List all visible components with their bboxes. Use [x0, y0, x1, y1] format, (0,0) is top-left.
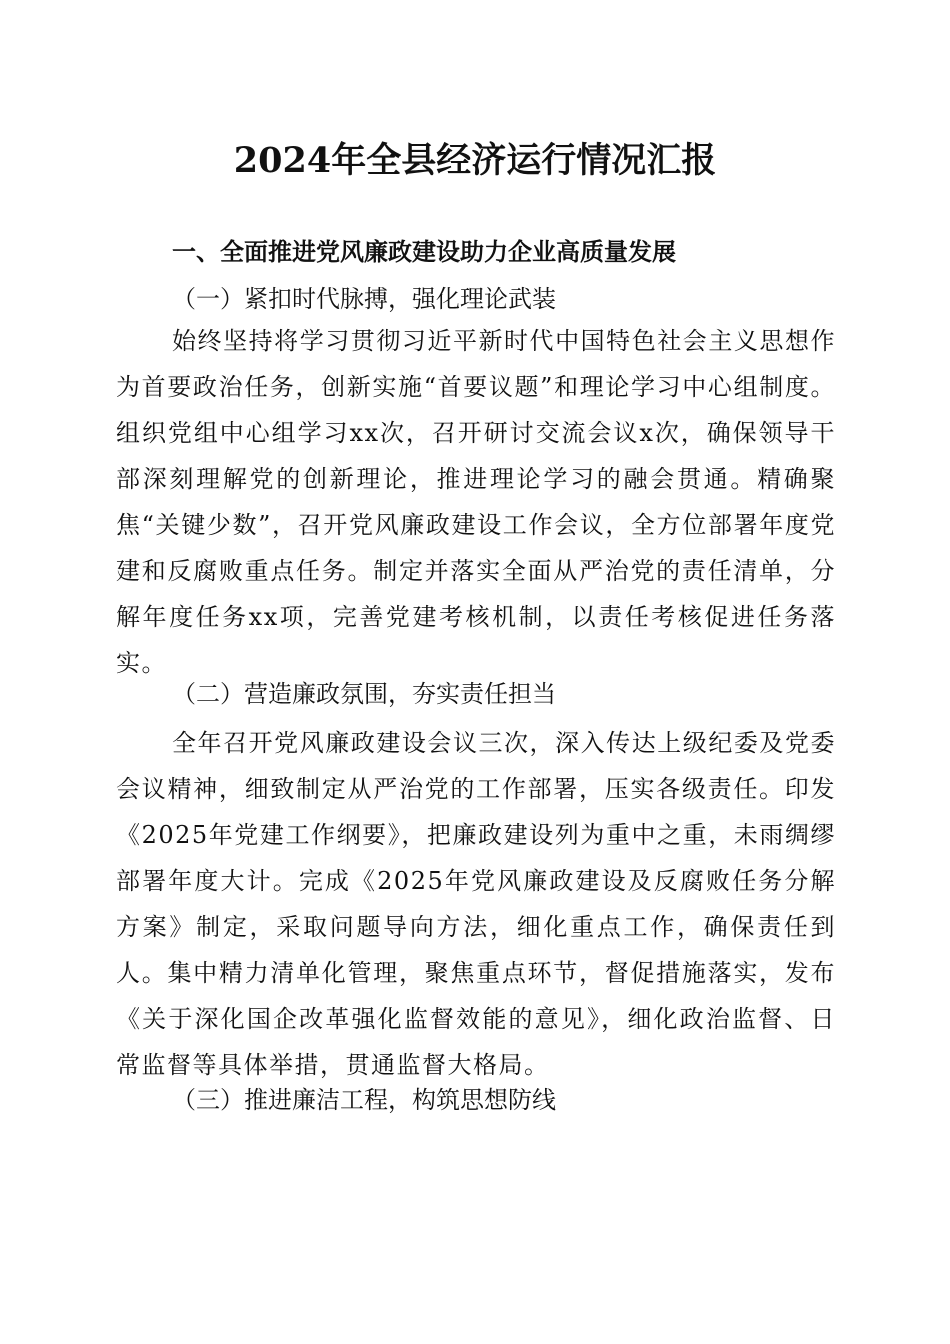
subsection-heading-2: （二）营造廉政氛围，夯实责任担当 [172, 680, 556, 708]
subsection-heading-1: （一）紧扣时代脉搏，强化理论武装 [172, 285, 556, 313]
document-title: 2024年全县经济运行情况汇报 [233, 140, 717, 181]
paragraph-1: 始终坚持将学习贯彻习近平新时代中国特色社会主义思想作为首要政治任务，创新实施“首要议题”和理论学习中心组制度。组织党组中心组学习xx次，召开研讨交流会议x次，确保领导干部深刻理解党的创新理论，推进理论学习的融会贯通。精确聚焦“关键少数”，召开党风廉政建设工作会议，全方位部署年度党建和反腐败重点任务。制定并落实全面从严治党的责任清单，分解年度任务xx项，完善党建考核机制，以责任考核促进任务落实。 [116, 327, 836, 677]
paragraph-2: 全年召开党风廉政建设会议三次，深入传达上级纪委及党委会议精神，细致制定从严治党的工作部署，压实各级责任。印发《2025年党建工作纲要》，把廉政建设列为重中之重，未雨绸缪部署年度大计。完成《2025年党风廉政建设及反腐败任务分解方案》制定，采取问题导向方法，细化重点工作，确保责任到人。集中精力清单化管理，聚焦重点环节，督促措施落实，发布《关于深化国企改革强化监督效能的意见》，细化政治监督、日常监督等具体举措，贯通监督大格局。 [116, 729, 836, 1079]
section-heading: 一、全面推进党风廉政建设助力企业高质量发展 [172, 237, 676, 266]
subsection-heading-3: （三）推进廉洁工程，构筑思想防线 [172, 1086, 556, 1114]
